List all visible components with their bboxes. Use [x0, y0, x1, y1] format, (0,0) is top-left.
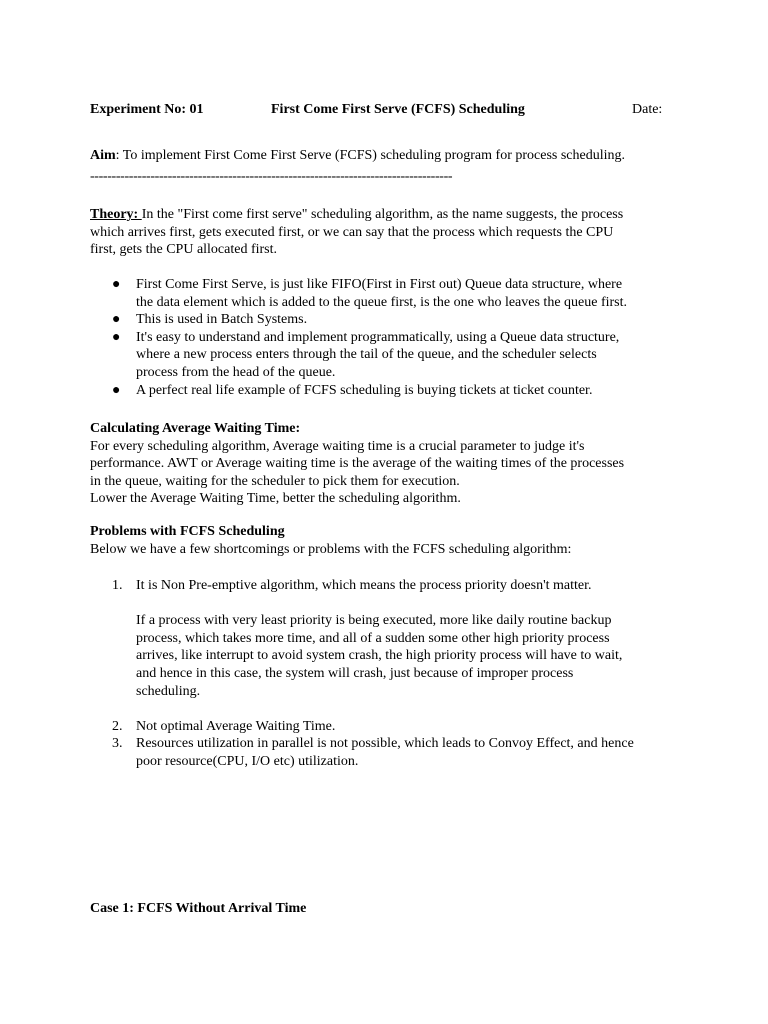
list-item: 1. It is Non Pre-emptive algorithm, which means the process priority doesn't matter. If a process with very least priority is being executed, more like daily routine backup process, which takes more time, and all of a sudden some other high priority process arrives, like interrupt to avoid system crash, the high priority process will have to wait, and hence in this case, the system will crash, just because of improper process scheduling.: [112, 578, 623, 699]
problems-heading: Problems with FCFS Scheduling: [90, 524, 285, 539]
date-label: Date:: [632, 102, 663, 117]
awt-line: performance. AWT or Average waiting time is the average of the waiting times of the processes: [90, 456, 625, 472]
theory-bullet-list: [90, 276, 690, 399]
awt-line: in the queue, waiting for the scheduler to pick them for execution.: [90, 473, 460, 489]
theory-label: Theory:: [90, 207, 142, 222]
aim-line: [90, 147, 625, 165]
problems-intro: Below we have a few shortcomings or problems with the FCFS scheduling algorithm:: [90, 541, 572, 557]
problems-list: [90, 577, 690, 771]
problems-section: [90, 523, 680, 558]
awt-line: Lower the Average Waiting Time, better the scheduling algorithm.: [90, 491, 461, 507]
list-item: 3. Resources utilization in parallel is not possible, which leads to Convoy Effect, and hence poor resource(CPU, I/O etc) utilization.: [112, 736, 634, 769]
bullet-icon: ●: [112, 312, 121, 328]
awt-line: For every scheduling algorithm, Average waiting time is a crucial parameter to judge it's: [90, 438, 585, 454]
theory-line-3: first, gets the CPU allocated first.: [90, 242, 278, 258]
bullet-icon: ●: [112, 329, 121, 345]
experiment-number: Experiment No: 01: [90, 102, 204, 117]
awt-heading: Calculating Average Waiting Time:: [90, 421, 301, 436]
list-item: ● This is used in Batch Systems.: [112, 312, 308, 328]
list-item: 2. Not optimal Average Waiting Time.: [112, 718, 336, 734]
list-number: 1.: [112, 578, 123, 593]
list-item: ● It's easy to understand and implement programmatically, using a Queue data structure, where a new process enters through the tail of the queue, and the scheduler selects process from the head of the queue.: [112, 329, 620, 380]
list-item: ● A perfect real life example of FCFS scheduling is buying tickets at ticket counter.: [112, 382, 593, 398]
list-item: ● First Come First Serve, is just like FIFO(First in First out) Queue data structure, where the data element which is added to the queue first, is the one who leaves the queue first.: [112, 277, 628, 310]
list-number: 3.: [112, 736, 123, 752]
bullet-icon: ●: [112, 382, 121, 398]
theory-line-1: Theory: In the "First come first serve" scheduling algorithm, as the name suggests, the process: [90, 207, 624, 222]
theory-paragraph: [90, 206, 680, 259]
awt-section: [90, 420, 680, 508]
bullet-icon: ●: [112, 277, 121, 292]
list-number: 2.: [112, 718, 123, 734]
aim-label: Aim: [90, 148, 116, 163]
aim-divider: ------------------------------------------------------------------------------------: [90, 169, 453, 184]
aim-text: : To implement First Come First Serve (FCFS) scheduling program for process scheduling.: [115, 148, 625, 163]
case-1-heading: Case 1: FCFS Without Arrival Time: [90, 901, 307, 916]
theory-line-2: which arrives first, gets executed first, or we can say that the process which requests the CPU: [90, 224, 614, 240]
experiment-title: First Come First Serve (FCFS) Scheduling: [271, 102, 525, 117]
